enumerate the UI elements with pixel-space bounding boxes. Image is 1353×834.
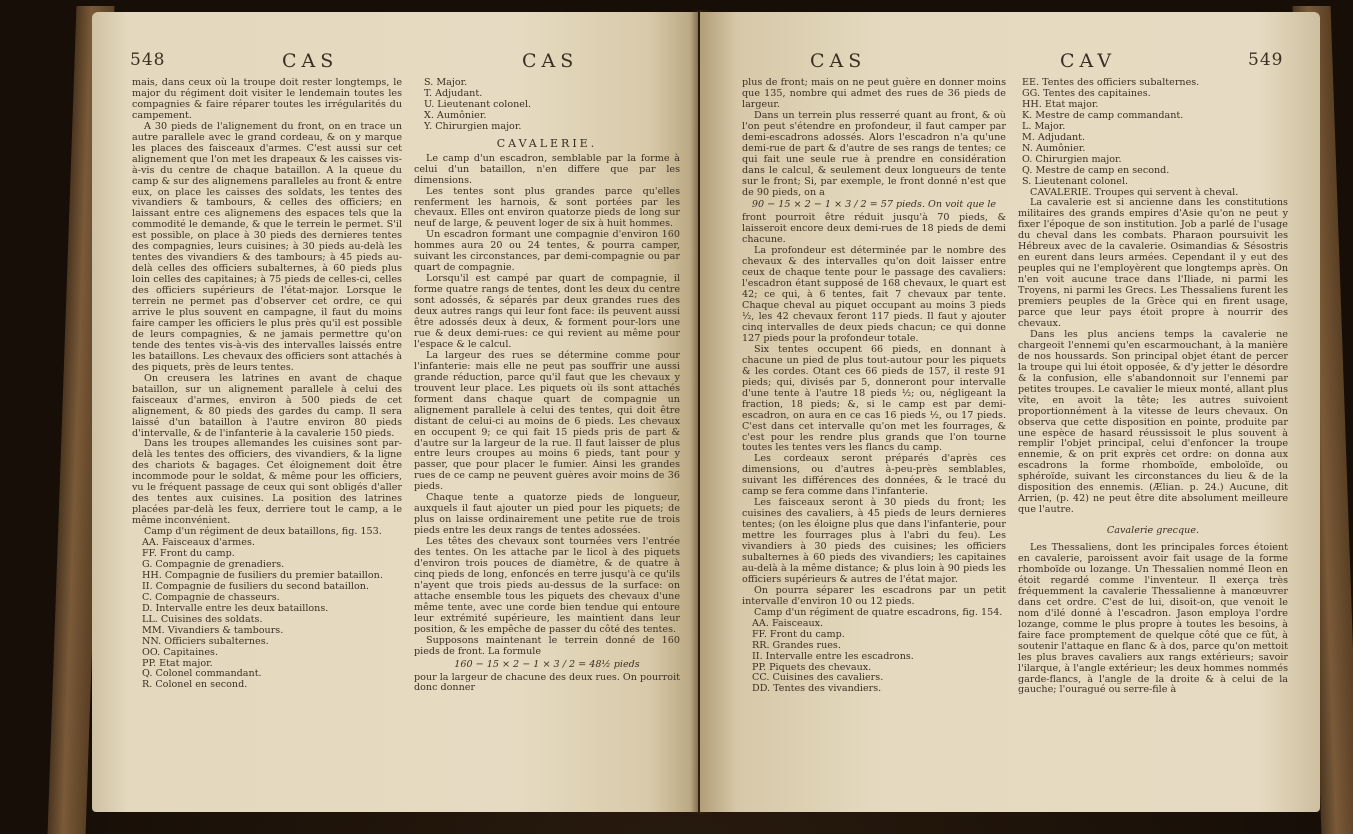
legend-item: K. Mestre de camp commandant. xyxy=(1022,109,1184,121)
paragraph: Supposons maintenant le terrein donné de 160 pieds de front. La formule xyxy=(414,634,680,657)
legend-item: RR. Grandes rues. xyxy=(752,639,841,651)
right-column-1 xyxy=(742,78,1006,695)
legend-item: NN. Officiers subalternes. xyxy=(142,635,269,647)
paragraph: Dans les plus anciens temps la cavalerie ne chargeoit l'ennemi qu'en escarmouchant, à la manière de nos houssards. Son principal objet étant de percer la troupe qui lui étoit opposée, & d'y jetter le désordre & la confusion, elle s'abandonnoit sur l'ennemi par petites troupes. Le cavalier le mieux monté, allant plus vîte, en avoit la tête; les autres suivoient proportionnément à la vitesse de leurs chevaux. On observa que cette disposition en pointe, produite par une espèce de hasard réussissoit le plus souvent à remplir l'objet principal, celui d'enfoncer la troupe ennemie, & on prit exprès cet ordre: on donna aux escadrons la forme rhomboïde, emboloïde, ou sphéroïde, suivant les circonstances du lieu & de la disposition des ennemis. (Ælian. p. 24.) Aucune, dit Arrien, (p. 42) ne peut être dite absolument meilleure que l'autre. xyxy=(1018,328,1288,516)
paragraph: La cavalerie est si ancienne dans les constitutions militaires des grands empires d'Asie qu'on ne peut y fixer l'époque de son institution. Job a parlé de l'usage du cheval dans les combats. Pharaon poursuivit les Hébreux avec de la cavalerie. Osimandias & Sésostris en eurent dans leurs armées. Cependant il y eut des peuples qui ne l'employèrent que longtemps après. On n'en voit aucune trace dans l'Iliade, ni parmi les Troyens, ni parmi les Grecs. Les Thessaliens furent les premiers peuples de la Grèce qui en firent usage, parce que leur pays étoit propre à nourrir des chevaux. xyxy=(1018,197,1288,329)
legend-item: II. Intervalle entre les escadrons. xyxy=(752,650,914,662)
right-page xyxy=(700,12,1320,812)
paragraph: plus de front; mais on ne peut guère en donner moins que 135, nombre qui admet des rues de 36 pieds de largeur. xyxy=(742,77,1006,110)
paragraph: front pourroit être réduit jusqu'à 70 pieds, & laisseroit encore deux demi-rues de 18 pieds de demi chacune. xyxy=(742,212,1006,246)
legend-item: AA. Faisceaux. xyxy=(752,617,824,629)
legend-item: S. Lieutenant colonel. xyxy=(1022,175,1129,187)
legend-item: G. Compagnie de grenadiers. xyxy=(142,558,285,570)
entry-heading: CAVALERIE. Troupes qui servent à cheval. xyxy=(1030,186,1239,198)
legend-item: MM. Vivandiers & tambours. xyxy=(142,624,284,636)
page-number: 549 xyxy=(1248,50,1284,70)
formula: 90 − 15 × 2 − 1 × 3 / 2 = 57 pieds. On voit que le xyxy=(751,199,997,211)
legend-item: D. Intervalle entre les deux bataillons. xyxy=(142,602,329,614)
page-number: 548 xyxy=(130,50,166,70)
legend-item: LL. Cuisines des soldats. xyxy=(142,613,263,625)
legend-item: C. Compagnie de chasseurs. xyxy=(142,591,280,603)
legend-item: CC. Cuisines des cavaliers. xyxy=(752,672,884,684)
legend-item: PP. Etat major. xyxy=(142,657,213,669)
legend-item: Y. Chirurgien major. xyxy=(424,120,522,132)
legend-item: PP. Piquets des chevaux. xyxy=(752,661,872,673)
legend-item: Q. Mestre de camp en second. xyxy=(1022,164,1170,176)
paragraph: Les tentes sont plus grandes parce qu'elles renferment les harnois, & sont portées par les chevaux. Elles ont environ quatorze pieds de long sur neuf de large, & peuvent loger de six à huit hommes. xyxy=(414,185,680,230)
legend-item: HH. Etat major. xyxy=(1022,98,1099,110)
paragraph: On pourra séparer les escadrons par un petit intervalle d'environ 10 ou 12 pieds. xyxy=(742,584,1006,607)
legend-item: U. Lieutenant colonel. xyxy=(424,98,532,110)
legend-item: O. Chirurgien major. xyxy=(1022,153,1122,165)
section-heading: CAVALERIE. xyxy=(496,136,598,150)
formula: 160 − 15 × 2 − 1 × 3 / 2 = 48½ pieds xyxy=(454,658,640,670)
legend-item: EE. Tentes des officiers subalternes. xyxy=(1022,77,1200,88)
legend-item: FF. Front du camp. xyxy=(142,547,235,559)
running-title: CAS xyxy=(522,50,579,72)
legend-item: AA. Faisceaux d'armes. xyxy=(142,537,255,549)
paragraph: Les Thessaliens, dont les principales forces étoient en cavalerie, paroissent avoir fait usage de la forme rhomboïde ou lozange. Un Thessalien nommé Ileon en étoit regardé comme l'inventeur. Il exerça très fréquemment la cavalerie Thessalienne à manœuvrer dans cet ordre. C'est de lui, disoit-on, que venoit le nom d'ilé donné à l'escadron. Jason employa l'ordre lozange, comme le plus propre à toutes les besoins, à faire face promptement de quelque côté que ce fût, à soutenir l'attaque en flanc & à dos, parce qu'on mettoit les plus braves cavaliers aux rangs extérieurs; savoir l'ilarque, à l'angle extérieur; les deux hommes nommés garde-flancs, à l'angle de la droite & à celui de la gauche; l'ouragué ou serre-file à xyxy=(1018,542,1288,696)
paragraph: pour la largeur de chacune des deux rues. On pourroit donc donner xyxy=(414,671,680,694)
legend-item: Q. Colonel commandant. xyxy=(142,668,262,680)
legend-item: HH. Compagnie de fusiliers du premier bataillon. xyxy=(142,569,383,581)
left-column-1 xyxy=(132,78,402,691)
paragraph: On creusera les latrines en avant de chaque bataillon, sur un alignement parallele à celui des faisceaux d'armes, environ à 500 pieds de cet alignement, & 80 pieds des gardes du camp. Il sera laissé d'un bataillon à l'autre environ 80 pieds d'intervalle, & de l'infanterie à la cavalerie 150 pieds. xyxy=(132,372,402,439)
legend-item: II. Compagnie de fusiliers du second bataillon. xyxy=(142,580,369,592)
paragraph: Le camp d'un escadron, semblable par la forme à celui d'un bataillon, n'en differe que par les dimensions. xyxy=(414,152,680,186)
legend-item: FF. Front du camp. xyxy=(752,628,845,640)
right-column-2 xyxy=(1018,78,1288,696)
legend-item: T. Adjudant. xyxy=(424,87,483,99)
legend-item: GG. Tentes des capitaines. xyxy=(1022,87,1151,99)
legend-item: OO. Capitaines. xyxy=(142,646,219,658)
figure-caption: Camp d'un régiment de quatre escadrons, fig. 154. xyxy=(754,606,1003,618)
legend-item: X. Aumônier. xyxy=(424,109,487,121)
running-title: CAS xyxy=(810,50,867,72)
subsection-heading: Cavalerie grecque. xyxy=(1106,525,1200,537)
paragraph: Six tentes occupent 66 pieds, en donnant à chacune un pied de plus tout-autour pour les piquets & les cordes. Otant ces 66 pieds de 157, il reste 91 pieds; qui, divisés par 5, donneront pour intervalle d'une tente à l'autre 18 pieds ½; ou, négligeant la fraction, 18 pieds; &, si le camp est par demi-escadron, on aura en ce cas 16 pieds ½, ou 17 pieds. C'est dans cet intervalle qu'on met les fourrages, & c'est pour les rendre plus grands que l'on tourne toutes les tentes vers les flancs du camp. xyxy=(742,343,1006,454)
figure-caption: Camp d'un régiment de deux bataillons, fig. 153. xyxy=(144,526,382,538)
paragraph: Dans les troupes allemandes les cuisines sont par-delà les tentes des officiers, des vivandiers, & la ligne des chariots & bagages. Cet éloignement doit être incommode pour le soldat, & même pour les officiers, vu le fréquent passage de ceux qui sont obligés d'aller des tentes aux cuisines. La position des latrines placées par-delà les feux, derriere tout le camp, a le même inconvénient. xyxy=(132,438,402,527)
paragraph: mais, dans ceux où la troupe doit rester longtemps, le major du régiment doit visiter le lendemain toutes les compagnies & faire réparer toutes les irrégularités du campement. xyxy=(132,77,402,121)
legend-item: DD. Tentes des vivandiers. xyxy=(752,683,882,695)
legend-item: M. Adjudant. xyxy=(1022,131,1086,143)
legend-item: N. Aumônier. xyxy=(1022,142,1086,154)
paragraph: Dans un terrein plus resserré quant au front, & où l'on peut s'étendre en profondeur, il faut camper par demi-escadrons adossés. Alors l'escadron n'a qu'une demi-rue de part & d'autre de ses rangs de tentes; ce qui fait une seule rue à prendre en considération dans le calcul, & seulement deux longueurs de tente sur le front; Si, par exemple, le front donné n'est que de 90 pieds, on a xyxy=(742,109,1006,198)
paragraph: Un escadron formant une compagnie d'environ 160 hommes aura 20 ou 24 tentes, & pourra camper, suivant les circonstances, par demi-compagnie ou par quart de compagnie. xyxy=(414,229,680,274)
paragraph: Les faisceaux seront à 30 pieds du front; les cuisines des cavaliers, à 45 pieds de leurs dernieres tentes; (on les éloigne plus que dans l'infanterie, pour mettre les fourrages plus à l'abri du feu). Les vivandiers à 30 pieds des cuisines; les officiers subalternes à 60 pieds des vivandiers; les capitaines au-delà à la même distance; & plus loin à 90 pieds les officiers supérieurs & autres de l'état major. xyxy=(742,497,1006,585)
legend-item: R. Colonel en second. xyxy=(142,679,248,691)
left-page xyxy=(92,12,698,812)
left-page-header xyxy=(92,50,698,80)
paragraph: Chaque tente a quatorze pieds de longueur, auxquels il faut ajouter un pied pour les piquets; de plus on laisse ordinairement une petite rue de trois pieds entre les deux rangs de tentes adossées. xyxy=(414,492,680,537)
running-title: CAS xyxy=(282,50,339,72)
legend-item: S. Major. xyxy=(424,77,468,88)
paragraph: A 30 pieds de l'alignement du front, on en trace un autre parallele avec le grand cordeau, & on y marque les places des faisceaux d'armes. C'est aussi sur cet alignement que l'on met les drapeaux & les caisses vis-à-vis du centre de chaque bataillon. A la queue du camp & sur des alignemens paralleles au front & entre eux, on place les caisses des soldats, les tentes des vivandiers & tambours, & celles des officiers; en laissant entre ces alignemens des espaces tels que la commodité le demande, & que le terrein le permet. S'il est possible, on place à 30 pieds des dernieres tentes des compagnies, leurs cuisines; à 30 pieds au-delà les tentes des vivandiers & des tambours; à 45 pieds au-delà celles des officiers subalternes, à 60 pieds plus loin celles des capitaines; à 75 pieds de celles-ci, celles des officiers supérieurs de l'état-major. Lorsque le terrein ne permet pas d'observer cet ordre, ce qui arrive le plus souvent en campagne, il faut du moins faire camper les officiers le plus près qu'il est possible de leurs compagnies, & ne jamais permettre qu'on tende des tentes vis-à-vis des intervalles laissés entre les bataillons. Les chevaux des officiers sont attachés à des piquets, près de leurs tentes. xyxy=(132,120,402,373)
paragraph: La profondeur est déterminée par le nombre des chevaux & des intervalles qu'on doit laisser entre ceux de chaque tente pour le passage des cavaliers: l'escadron étant supposé de 168 chevaux, le quart est 42; ce qui, à 6 tentes, fait 7 chevaux par tente. Chaque cheval au piquet occupant au moins 3 pieds ½, les 42 chevaux feront 117 pieds. Il faut y ajouter cinq intervalles de deux pieds chacun; ce qui donne 127 pieds pour la profondeur totale. xyxy=(742,245,1006,344)
running-title: CAV xyxy=(1060,50,1117,72)
paragraph: Les cordeaux seront préparés d'après ces dimensions, ou d'autres à-peu-près semblables, suivant les différences des données, & le tracé du camp se fera comme dans l'infanterie. xyxy=(742,453,1006,498)
left-column-2 xyxy=(414,78,680,694)
legend-item: L. Major. xyxy=(1022,120,1066,132)
right-page-header xyxy=(700,50,1320,80)
paragraph: Lorsqu'il est campé par quart de compagnie, il forme quatre rangs de tentes, dont les deux du centre sont adossés, & séparés par deux grandes rues des deux autres rangs qui leur font face: ils peuvent aussi être adossés deux à deux, & forment pour-lors une rue & deux demi-rues: ce qui revient au même pour l'espace & le calcul. xyxy=(414,273,680,350)
paragraph: Les têtes des chevaux sont tournées vers l'entrée des tentes. On les attache par le licol à des piquets d'environ trois pouces de diamètre, & de quatre à cinq pieds de long, enfoncés en terre jusqu'à ce qu'ils n'ayent que trois pieds au-dessus de la surface: on attache ensemble tous les piquets des chevaux d'une même tente, avec une corde bien tendue qui entoure leur extrémité supérieure, les maintient dans leur position, & les empêche de passer du côté des tentes. xyxy=(414,536,680,635)
paragraph: La largeur des rues se détermine comme pour l'infanterie: mais elle ne peut pas souffrir une aussi grande réduction, parce qu'il faut que les chevaux y trouvent leur place. Les piquets où ils sont attachés forment dans chaque quart de compagnie un alignement parallele à celui des tentes, qui doit être distant de celui-ci au moins de 6 pieds. Les chevaux en occupent 9; ce qui fait 15 pieds pris de part & d'autre sur la largeur de la rue. Il faut laisser de plus entre leurs croupes au moins 6 pieds, tant pour y passer, que pour placer le fumier. Ainsi les grandes rues de ce camp ne peuvent guères avoir moins de 36 pieds. xyxy=(414,349,680,493)
